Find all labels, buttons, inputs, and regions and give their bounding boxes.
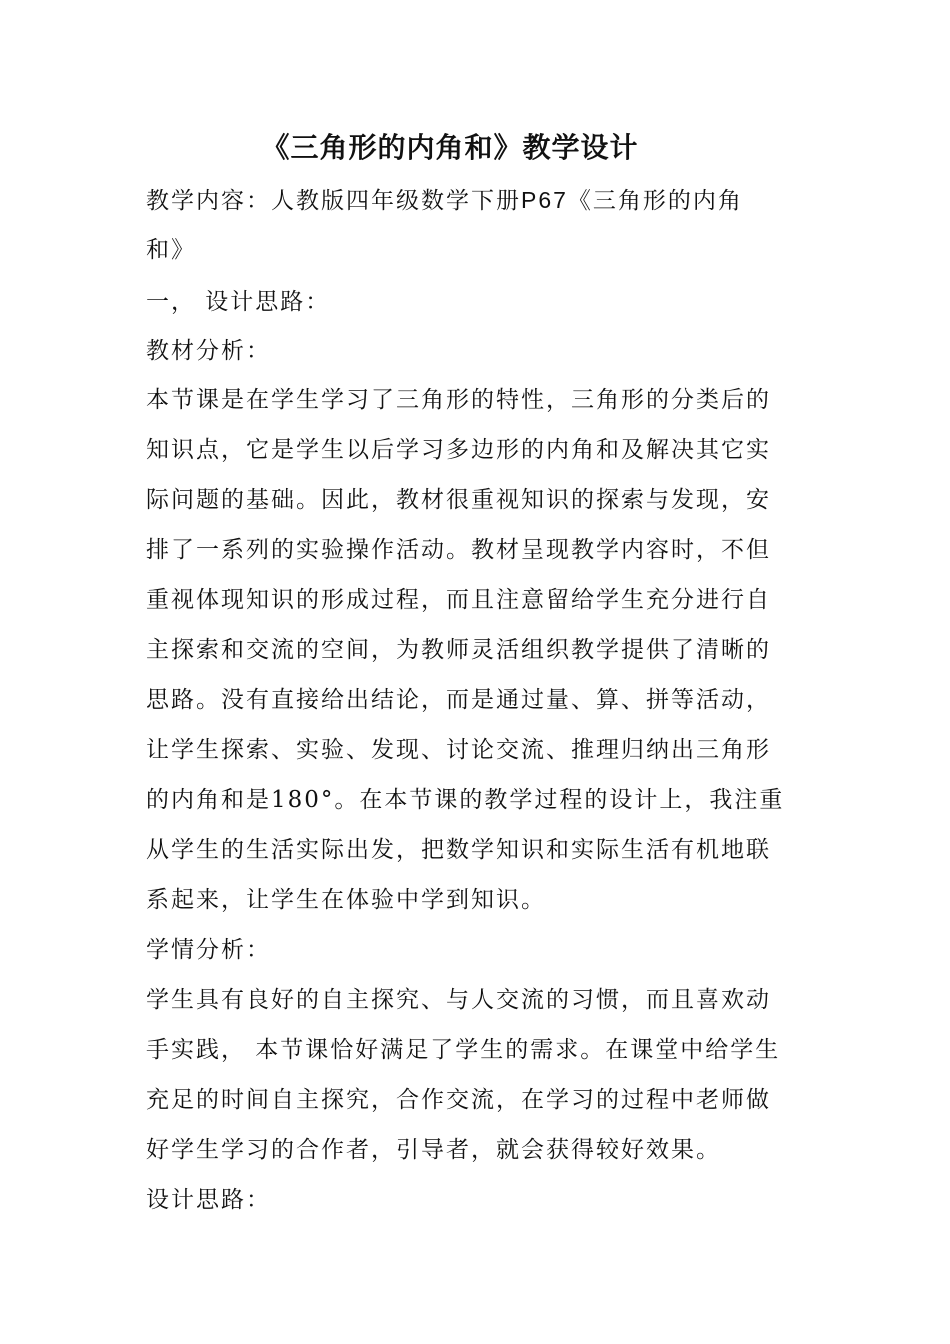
paragraph-line: 学生具有良好的自主探究、与人交流的习惯，而且喜欢动 bbox=[146, 987, 771, 1013]
subheading-material-analysis: 教材分析： bbox=[146, 338, 271, 364]
section-heading-design-ideas: 一， 设计思路： bbox=[146, 289, 331, 315]
paragraph-line: 际问题的基础。因此，教材很重视知识的探索与发现，安 bbox=[146, 487, 771, 513]
paragraph-line: 让学生探索、实验、发现、讨论交流、推理归纳出三角形 bbox=[146, 737, 771, 763]
paragraph-line: 主探索和交流的空间，为教师灵活组织教学提供了清晰的 bbox=[146, 637, 771, 663]
paragraph-line: 重视体现知识的形成过程，而且注意留给学生充分进行自 bbox=[146, 587, 771, 613]
paragraph-line: 知识点，它是学生以后学习多边形的内角和及解决其它实 bbox=[146, 437, 771, 463]
subheading-design-ideas: 设计思路： bbox=[146, 1187, 271, 1213]
teaching-content-line-cont: 和》 bbox=[146, 237, 196, 263]
paragraph-line: 思路。没有直接给出结论，而是通过量、算、拼等活动， bbox=[146, 687, 771, 713]
paragraph-line: 从学生的生活实际出发，把数学知识和实际生活有机地联 bbox=[146, 837, 771, 863]
paragraph-line: 系起来，让学生在体验中学到知识。 bbox=[146, 887, 546, 913]
paragraph-line: 好学生学习的合作者，引导者，就会获得较好效果。 bbox=[146, 1137, 721, 1163]
paragraph-line: 的内角和是180°。在本节课的教学过程的设计上，我注重 bbox=[146, 787, 785, 813]
subheading-student-analysis: 学情分析： bbox=[146, 937, 271, 963]
paragraph-line: 排了一系列的实验操作活动。教材呈现教学内容时，不但 bbox=[146, 537, 771, 563]
paragraph-line: 手实践， 本节课恰好满足了学生的需求。在课堂中给学生 bbox=[146, 1037, 781, 1063]
paragraph-line: 本节课是在学生学习了三角形的特性，三角形的分类后的 bbox=[146, 387, 771, 413]
paragraph-line: 充足的时间自主探究，合作交流，在学习的过程中老师做 bbox=[146, 1087, 771, 1113]
teaching-content-line: 教学内容：人教版四年级数学下册P67《三角形的内角 bbox=[146, 187, 743, 213]
document-title: 《三角形的内角和》教学设计 bbox=[261, 131, 639, 164]
